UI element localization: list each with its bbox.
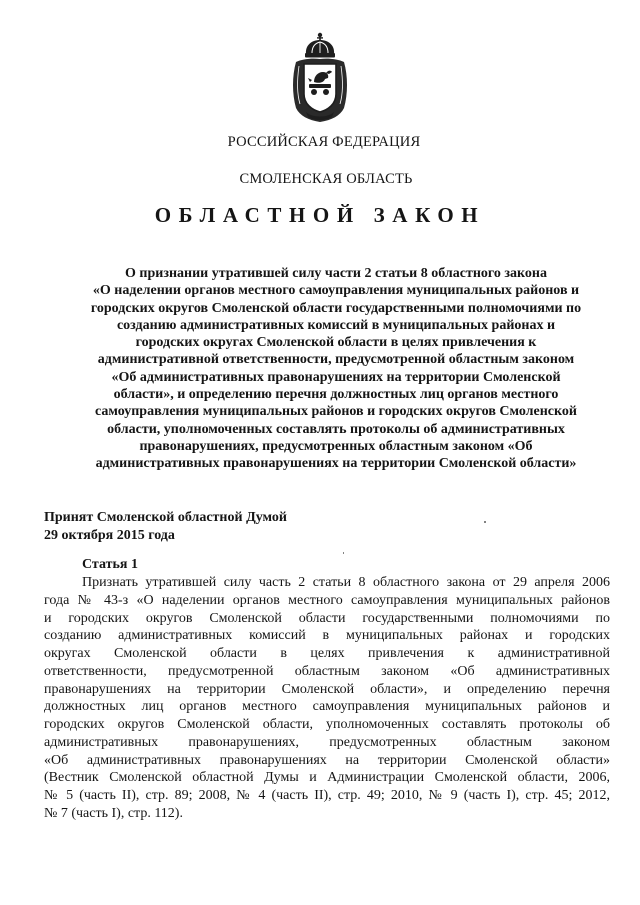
law-title-line: области, уполномоченных составлять протоколы об административных	[107, 421, 565, 437]
law-title-line: городских округов Смоленской области государственными полномочиями по	[90, 300, 582, 316]
article-line: (Вестник Смоленской областной Думы и Администрации Смоленской области, 2006,	[44, 770, 610, 786]
article-heading: Статья 1	[82, 557, 138, 572]
adoption-info	[44, 509, 287, 545]
document-type-heading: ОБЛАСТНОЙ ЗАКОН	[154, 203, 486, 227]
scan-speck	[484, 521, 486, 523]
smolensk-coat-of-arms-icon	[288, 32, 352, 124]
law-title	[56, 265, 616, 473]
article-line: «Об административных правонарушениях на территории Смоленской области»	[44, 752, 610, 768]
law-title-line: административной ответственности, предусмотренной областным законом	[97, 352, 575, 368]
scan-speck	[343, 552, 344, 554]
article-line: Признать утратившей силу часть 2 статьи 8 областного закона от 29 апреля 2006	[82, 575, 610, 590]
article-line: и городских округов Смоленской области государственными полномочиями по	[44, 610, 610, 626]
law-title-line: административных правонарушениях на территории Смоленской области»	[95, 456, 577, 472]
article-line: № 5 (часть II), стр. 89; 2008, № 4 (часть II), стр. 49; 2010, № 9 (часть I), стр. 45; 2012,	[44, 788, 610, 803]
article-line: округах Смоленской области в целях привлечения к административной	[44, 646, 610, 661]
region-name: СМОЛЕНСКАЯ ОБЛАСТЬ	[239, 171, 413, 187]
law-title-line: О признании утратившей силу части 2 статьи 8 областного закона	[125, 266, 547, 281]
law-title-line: области», и определению перечня должностных лиц органов местного	[113, 387, 559, 403]
article-line: должностных лиц органов местного самоуправления муниципальных районов и	[44, 699, 610, 715]
article-line: № 7 (часть I), стр. 112).	[44, 805, 183, 821]
country-name: РОССИЙСКАЯ ФЕДЕРАЦИЯ	[227, 134, 421, 150]
law-title-line: самоуправления муниципальных районов и городских округов Смоленской	[95, 404, 577, 420]
article-line: правонарушениях на территории Смоленской области», и определению перечня	[44, 681, 610, 697]
law-title-line: правонарушениях, предусмотренных областным законом «Об	[139, 438, 533, 454]
article-line: созданию административных комиссий в муниципальных районах и городских	[44, 628, 610, 644]
law-title-line: городских округах Смоленской области в целях привлечения к	[135, 335, 537, 351]
law-title-line: «Об административных правонарушениях на территории Смоленской	[111, 369, 561, 385]
adoption-date: 29 октября 2015 года	[44, 528, 175, 543]
article-body	[44, 574, 610, 823]
article-line: городских округов Смоленской области, уполномоченных составлять протоколы об	[44, 717, 610, 732]
article-line: ответственности, предусмотренной областным законом «Об административных	[44, 663, 610, 679]
article-line: года № 43-з «О наделении органов местного самоуправления муниципальных районов	[44, 592, 610, 608]
article-line: административных правонарушениях, предусмотренных областным законом	[44, 734, 610, 750]
law-title-line: созданию административных комиссий в муниципальных районах и	[116, 317, 556, 333]
law-title-line: «О наделении органов местного самоуправления муниципальных районов и	[92, 283, 580, 299]
adopted-by: Принят Смоленской областной Думой	[44, 510, 287, 525]
